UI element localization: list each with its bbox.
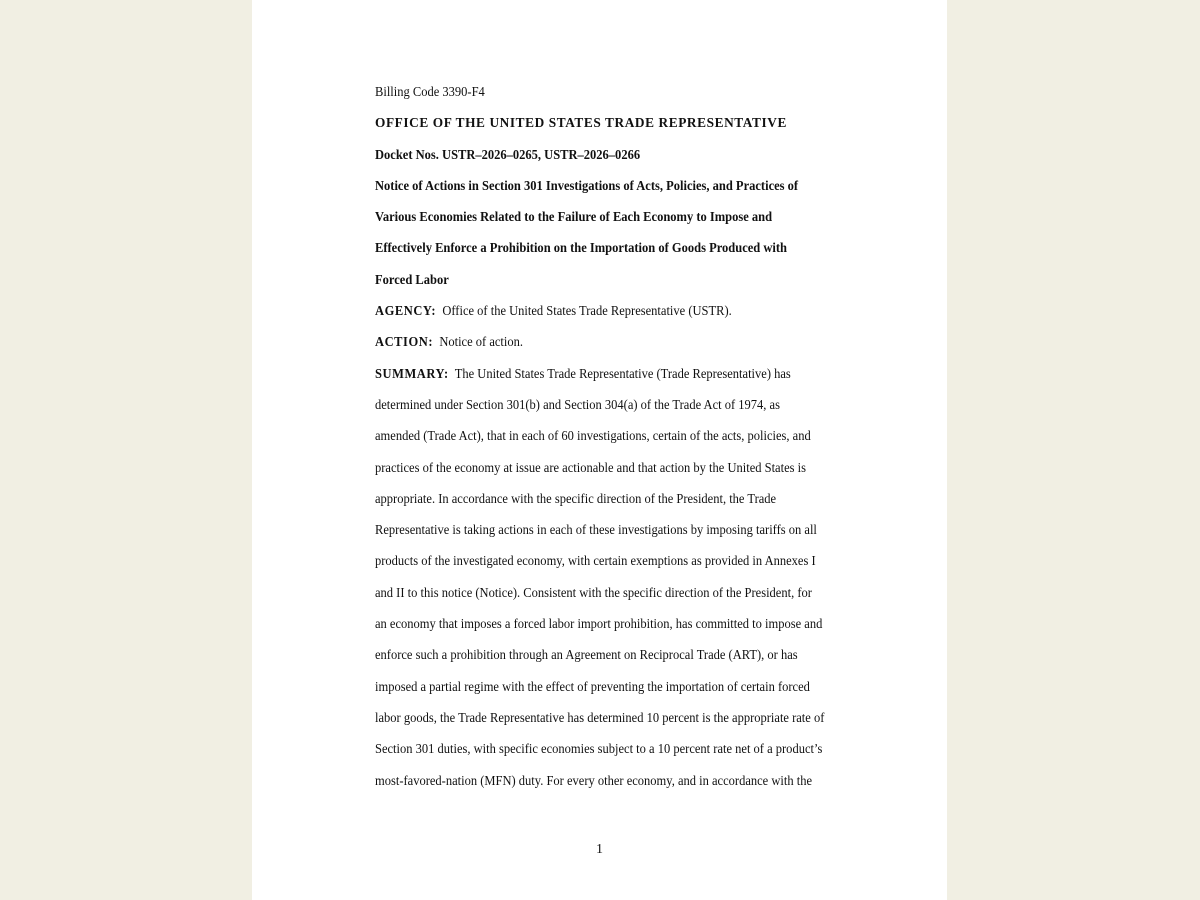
summary-text-line: amended (Trade Act), that in each of 60 investigations, certain of the acts, policies, and — [375, 428, 811, 444]
summary-text-line: determined under Section 301(b) and Section 304(a) of the Trade Act of 1974, as — [375, 396, 780, 412]
agency-text: Office of the United States Trade Representative (USTR). — [442, 303, 732, 319]
summary-text-line: most-favored-nation (MFN) duty. For every other economy, and in accordance with the — [375, 772, 813, 788]
summary-text-line: Section 301 duties, with specific economies subject to a 10 percent rate net of a product’s — [375, 741, 823, 757]
office-heading: OFFICE OF THE UNITED STATES TRADE REPRESENTATIVE — [375, 115, 787, 131]
billing-code: Billing Code 3390-F4 — [375, 84, 485, 99]
notice-title-line: Various Economies Related to the Failure of Each Economy to Impose and — [375, 209, 773, 225]
agency-line — [375, 295, 835, 326]
summary-line — [375, 358, 835, 389]
action-text: Notice of action. — [439, 334, 524, 350]
docket-numbers: Docket Nos. USTR–2026–0265, USTR–2026–0266 — [375, 146, 641, 162]
page-number: 1 — [596, 842, 603, 857]
action-line — [375, 326, 835, 357]
summary-text-line: imposed a partial regime with the effect of preventing the importation of certain forced — [375, 678, 810, 694]
summary-text-line: products of the investigated economy, with certain exemptions as provided in Annexes I — [375, 553, 816, 569]
notice-title-line: Notice of Actions in Section 301 Investigations of Acts, Policies, and Practices of — [375, 177, 799, 193]
summary-text-line: enforce such a prohibition through an Agreement on Reciprocal Trade (ART), or has — [375, 647, 798, 663]
summary-label: SUMMARY: — [375, 365, 449, 381]
summary-text-line: an economy that imposes a forced labor import prohibition, has committed to impose and — [375, 616, 823, 632]
notice-title-line: Forced Labor — [375, 271, 449, 287]
summary-text-line: labor goods, the Trade Representative has determined 10 percent is the appropriate rate of — [375, 709, 825, 725]
agency-label: AGENCY: — [375, 303, 437, 319]
summary-text-line: Representative is taking actions in each of these investigations by imposing tariffs on all — [375, 522, 817, 538]
summary-text-line: practices of the economy at issue are actionable and that action by the United States is — [375, 459, 806, 475]
document-body — [375, 76, 875, 796]
summary-first-line: The United States Trade Representative (Trade Representative) has — [454, 365, 791, 381]
document-page — [252, 0, 947, 900]
action-label: ACTION: — [375, 334, 434, 350]
summary-text-line: and II to this notice (Notice). Consistent with the specific direction of the President, for — [375, 584, 812, 600]
summary-text-line: appropriate. In accordance with the specific direction of the President, the Trade — [375, 490, 777, 506]
notice-title-line: Effectively Enforce a Prohibition on the Importation of Goods Produced with — [375, 240, 788, 256]
